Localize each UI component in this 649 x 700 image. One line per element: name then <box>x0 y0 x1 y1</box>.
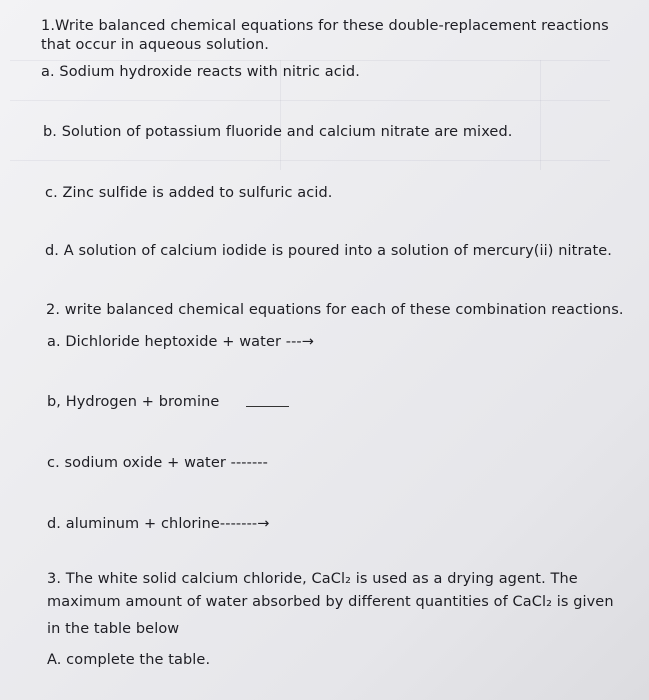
q1-part-a: a. Sodium hydroxide reacts with nitric acid. <box>41 64 360 80</box>
q2-part-d: d. aluminum + chlorine-------→ <box>47 516 270 532</box>
q2-part-a: a. Dichloride heptoxide + water ---→ <box>47 334 314 350</box>
q2-part-c: c. sodium oxide + water ------- <box>47 455 268 471</box>
q3-line3: in the table below <box>47 621 180 637</box>
q1-part-b: b. Solution of potassium fluoride and calcium nitrate are mixed. <box>43 124 513 140</box>
q1-heading-line2: that occur in aqueous solution. <box>41 37 270 53</box>
q3-part-a: A. complete the table. <box>47 652 211 668</box>
q2-part-b: b, Hydrogen + bromine <box>47 394 220 410</box>
q2-part-b-blank <box>246 406 289 407</box>
q1-part-c: c. Zinc sulfide is added to sulfuric acid. <box>45 185 333 201</box>
q2-heading: 2. write balanced chemical equations for each of these combination reactions. <box>46 302 624 318</box>
q1-heading-line1: 1.Write balanced chemical equations for these double-replacement reactions <box>41 18 609 34</box>
q3-line2: maximum amount of water absorbed by different quantities of CaCl₂ is given <box>47 594 614 610</box>
q1-part-d: d. A solution of calcium iodide is poured into a solution of mercury(ii) nitrate. <box>45 243 613 259</box>
q3-line1: 3. The white solid calcium chloride, CaCl₂ is used as a drying agent. The <box>47 571 578 587</box>
